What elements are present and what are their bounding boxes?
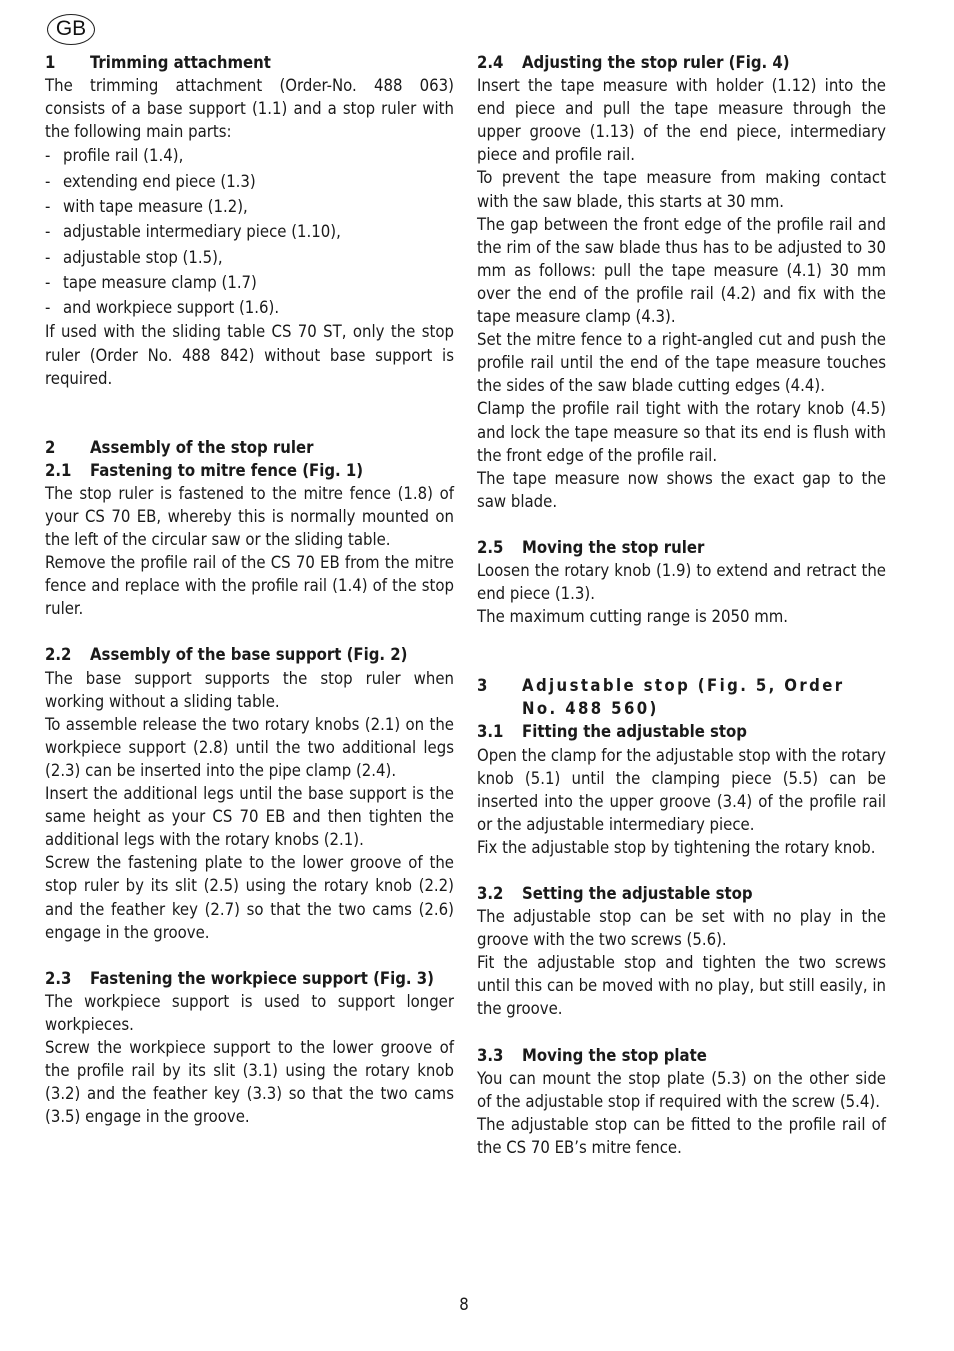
section-number: 2.3	[45, 968, 72, 988]
list-item: - adjustable intermediary piece (1.10),	[45, 219, 454, 244]
section-title: Assembly of the base support (Fig. 2)	[90, 645, 408, 665]
section-heading-2-2	[45, 643, 454, 666]
section-title: Adjustable stop (Fig. 5, Order No. 488 560)	[522, 676, 845, 719]
section-heading-1	[45, 51, 454, 74]
paragraph: Set the mitre fence to a right-angled cut and push the profile rail until the end of the tape measure touches the sides of the saw blade cutting edges (4.4).	[477, 330, 886, 396]
section-number: 3.2	[477, 884, 504, 903]
left-column	[45, 51, 454, 1128]
section-title: Fitting the adjustable stop	[522, 722, 747, 742]
page-number: 8	[459, 1295, 469, 1314]
section-number: 2	[45, 437, 56, 457]
section-title: Fastening the workpiece support (Fig. 3)	[90, 968, 434, 988]
parts-list	[45, 143, 454, 320]
right-column	[477, 51, 886, 1159]
section-title: Assembly of the stop ruler	[90, 437, 314, 457]
paragraph: Insert the additional legs until the base support is the same height as your CS 70 EB and then tighten the additional legs with the rotary knobs (2.1).	[45, 784, 454, 850]
paragraph: Open the clamp for the adjustable stop with the rotary knob (5.1) until the clamping piece (5.5) can be inserted into the upper groove (3.4) of the profile rail or the adjustable intermediary piece.	[477, 745, 886, 834]
paragraph: The gap between the front edge of the profile rail and the rim of the saw blade thus has to be adjusted to 30 mm as follows: pull the tape measure (4.1) 30 mm over the end of the profile rail (4.2) and fix with the tape measure clamp (4.3).	[477, 214, 886, 327]
section-number: 2.1	[45, 460, 72, 480]
paragraph: The workpiece support is used to support longer workpieces.	[45, 991, 454, 1034]
paragraph: You can mount the stop plate (5.3) on the other side of the adjustable stop if required with the screw (5.4).	[477, 1068, 886, 1111]
paragraph: To assemble release the two rotary knobs (2.1) on the workpiece support (2.8) until the two additional legs (2.3) can be inserted into the pipe clamp (2.4).	[45, 714, 454, 780]
section-title: Setting the adjustable stop	[522, 884, 753, 903]
list-item: - tape measure clamp (1.7)	[45, 270, 454, 295]
section-heading-2-3	[45, 967, 454, 990]
paragraph: The tape measure now shows the exact gap to the saw blade.	[477, 468, 886, 511]
paragraph: The adjustable stop can be set with no play in the groove with the two screws (5.6).	[477, 907, 886, 950]
paragraph: The stop ruler is fastened to the mitre fence (1.8) of your CS 70 EB, whereby this is normally mounted on the left of the circular saw or the sliding table.	[45, 483, 454, 550]
list-item: - profile rail (1.4),	[45, 143, 454, 168]
section-title: Trimming attachment	[90, 53, 271, 72]
section-heading-3	[477, 674, 886, 720]
paragraph: The maximum cutting range is 2050 mm.	[477, 607, 789, 627]
paragraph: Loosen the rotary knob (1.9) to extend and retract the end piece (1.3).	[477, 560, 886, 604]
section-number: 2.5	[477, 537, 504, 557]
list-item: - and workpiece support (1.6).	[45, 295, 454, 320]
paragraph: Fix the adjustable stop by tightening the rotary knob.	[477, 837, 876, 857]
paragraph: If used with the sliding table CS 70 ST, only the stop ruler (Order No. 488 842) without base support is required.	[45, 322, 454, 388]
section-number: 3.3	[477, 1045, 504, 1065]
section-heading-2-4	[477, 51, 886, 74]
paragraph: Insert the tape measure with holder (1.12) into the end piece and pull the tape measure through the upper groove (1.13) of the end piece, intermediary piece and profile rail.	[477, 76, 886, 165]
list-item: - with tape measure (1.2),	[45, 194, 454, 219]
section-number: 3.1	[477, 722, 504, 742]
paragraph: Fit the adjustable stop and tighten the two screws until this can be moved with no play, but still easily, in the groove.	[477, 953, 886, 1019]
language-badge: GB	[47, 14, 95, 45]
section-title: Moving the stop plate	[522, 1045, 707, 1065]
section-heading-2	[45, 436, 454, 459]
paragraph: Remove the profile rail of the CS 70 EB from the mitre fence and replace with the profile rail (1.4) of the stop ruler.	[45, 553, 454, 619]
section-heading-3-1	[477, 720, 886, 743]
section-number: 3	[477, 676, 488, 696]
section-title: Adjusting the stop ruler (Fig. 4)	[522, 53, 790, 72]
section-heading-3-3	[477, 1044, 886, 1067]
section-number: 2.2	[45, 645, 72, 665]
paragraph: The adjustable stop can be fitted to the profile rail of the CS 70 EB’s mitre fence.	[477, 1114, 886, 1157]
paragraph: Screw the workpiece support to the lower groove of the profile rail by its slit (3.1) using the rotary knob (3.2) and the feather key (3.3) so that the two cams (3.5) engage in the groove.	[45, 1037, 454, 1127]
section-number: 1	[45, 53, 56, 72]
section-number: 2.4	[477, 53, 504, 72]
list-item: - extending end piece (1.3)	[45, 169, 454, 194]
section-title: Moving the stop ruler	[522, 537, 705, 557]
section-title: Fastening to mitre fence (Fig. 1)	[90, 460, 364, 480]
section-heading-2-5	[477, 536, 886, 559]
list-item: - adjustable stop (1.5),	[45, 245, 454, 270]
paragraph: Screw the fastening plate to the lower groove of the stop ruler by its slit (2.5) using the rotary knob (2.2) and the feather key (2.7) so that the two cams (2.6) engage in the groove.	[45, 853, 454, 942]
section-heading-2-1	[45, 459, 454, 482]
paragraph: To prevent the tape measure from making contact with the saw blade, this starts at 30 mm.	[477, 168, 886, 211]
paragraph: Clamp the profile rail tight with the rotary knob (4.5) and lock the tape measure so that its end is flush with the front edge of the profile rail.	[477, 399, 886, 465]
paragraph: The trimming attachment (Order-No. 488 063) consists of a base support (1.1) and a stop ruler with the following main parts:	[45, 76, 454, 142]
paragraph: The base support supports the stop ruler when working without a sliding table.	[45, 668, 454, 711]
section-heading-3-2	[477, 882, 886, 905]
